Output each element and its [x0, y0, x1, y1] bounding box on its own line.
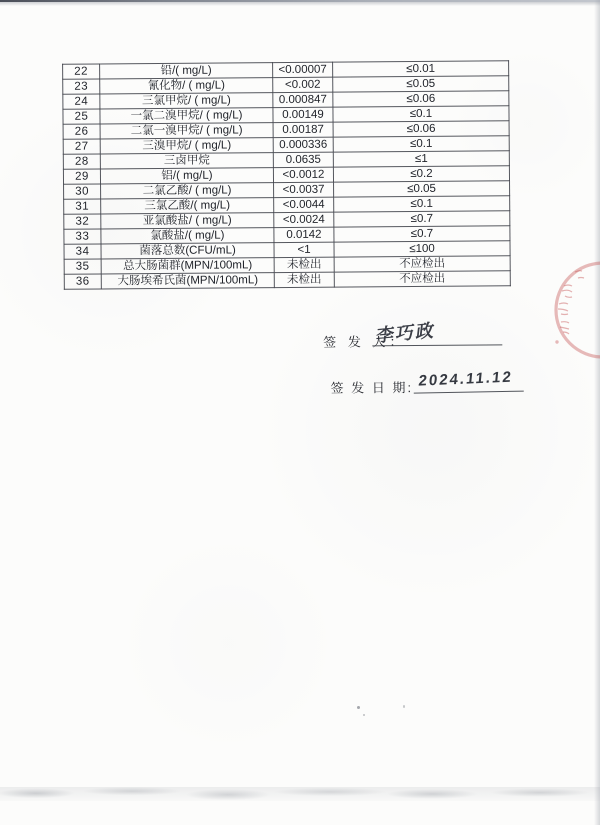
result-value-cell: <0.0037 [274, 182, 334, 197]
issuer-label: 签 发 人： [323, 334, 407, 350]
result-value-cell: <0.0012 [273, 167, 333, 182]
result-value-cell: 0.000336 [273, 137, 333, 152]
item-name-cell: 氰化物/ ( mg/L) [100, 78, 273, 94]
limit-value-cell: ≤0.05 [334, 181, 510, 197]
issue-date-label: 签 发 日 期: [330, 380, 414, 396]
item-name-cell: 大肠埃希氏菌(MPN/100mL) [101, 273, 274, 289]
limit-value-cell: 不应检出 [334, 271, 510, 287]
result-value-cell: 0.00149 [273, 107, 333, 122]
row-number-cell: 22 [63, 64, 100, 79]
results-table-body [63, 61, 511, 289]
test-results-table [62, 60, 511, 290]
issue-date-handwriting: 2024.11.12 [417, 368, 514, 390]
row-number-cell: 27 [63, 139, 100, 154]
result-value-cell: <0.002 [273, 77, 333, 92]
row-number-cell: 30 [64, 184, 101, 199]
limit-value-cell: ≤0.01 [333, 61, 509, 77]
result-value-cell: 0.0142 [274, 227, 334, 242]
item-name-cell: 一氯二溴甲烷/ ( mg/L) [100, 108, 273, 124]
limit-value-cell: ≤0.7 [334, 226, 510, 242]
result-value-cell: <1 [274, 242, 334, 257]
row-number-cell: 32 [64, 214, 101, 229]
stamp-dot [555, 340, 558, 343]
result-value-cell: 0.000847 [273, 92, 333, 107]
result-value-cell: <0.00007 [273, 62, 333, 77]
item-name-cell: 三氯甲烷/ ( mg/L) [100, 93, 273, 109]
limit-value-cell: ≤0.1 [333, 106, 509, 122]
item-name-cell: 铅/( mg/L) [100, 63, 273, 79]
item-name-cell: 总大肠菌群(MPN/100mL) [101, 258, 274, 274]
item-name-cell: 氯酸盐/( mg/L) [101, 228, 274, 244]
limit-value-cell: ≤0.05 [333, 76, 509, 92]
row-number-cell: 24 [63, 94, 100, 109]
result-value-cell: <0.0024 [274, 212, 334, 227]
item-name-cell: 三溴甲烷/ ( mg/L) [100, 138, 273, 154]
row-number-cell: 34 [64, 244, 101, 259]
result-value-cell: 0.0635 [273, 152, 333, 167]
item-name-cell: 三氯乙酸/( mg/L) [101, 198, 274, 214]
limit-value-cell: ≤1 [333, 151, 509, 167]
issuer-signature-handwriting: 李巧政 [375, 320, 438, 347]
limit-value-cell: ≤0.2 [333, 166, 509, 182]
row-number-cell: 26 [63, 124, 100, 139]
row-number-cell: 25 [63, 109, 100, 124]
row-number-cell: 33 [64, 229, 101, 244]
stamp-glyph-marks [558, 271, 584, 334]
row-number-cell: 36 [64, 274, 101, 289]
item-name-cell: 亚氯酸盐/ ( mg/L) [101, 213, 274, 229]
item-name-cell: 二氯一溴甲烷/ ( mg/L) [100, 123, 273, 139]
limit-value-cell: 不应检出 [334, 256, 510, 272]
row-number-cell: 29 [63, 169, 100, 184]
row-number-cell: 28 [63, 154, 100, 169]
limit-value-cell: ≤0.7 [334, 211, 510, 227]
stamp-arc [556, 263, 600, 357]
table-row [64, 271, 510, 290]
item-name-cell: 菌落总数(CFU/mL) [101, 243, 274, 259]
row-number-cell: 31 [64, 199, 101, 214]
result-value-cell: 0.00187 [273, 122, 333, 137]
row-number-cell: 23 [63, 79, 100, 94]
item-name-cell: 二氯乙酸/ ( mg/L) [101, 183, 274, 199]
result-value-cell: 未检出 [274, 257, 334, 272]
limit-value-cell: ≤0.1 [334, 196, 510, 212]
red-stamp-partial [545, 248, 600, 378]
result-value-cell: 未检出 [274, 272, 334, 287]
row-number-cell: 35 [64, 259, 101, 274]
limit-value-cell: ≤100 [334, 241, 510, 257]
item-name-cell: 三卤甲烷 [100, 153, 273, 169]
limit-value-cell: ≤0.06 [333, 91, 509, 107]
item-name-cell: 铝/( mg/L) [100, 168, 273, 184]
limit-value-cell: ≤0.1 [333, 136, 509, 152]
result-value-cell: <0.0044 [274, 197, 334, 212]
limit-value-cell: ≤0.06 [333, 121, 509, 137]
